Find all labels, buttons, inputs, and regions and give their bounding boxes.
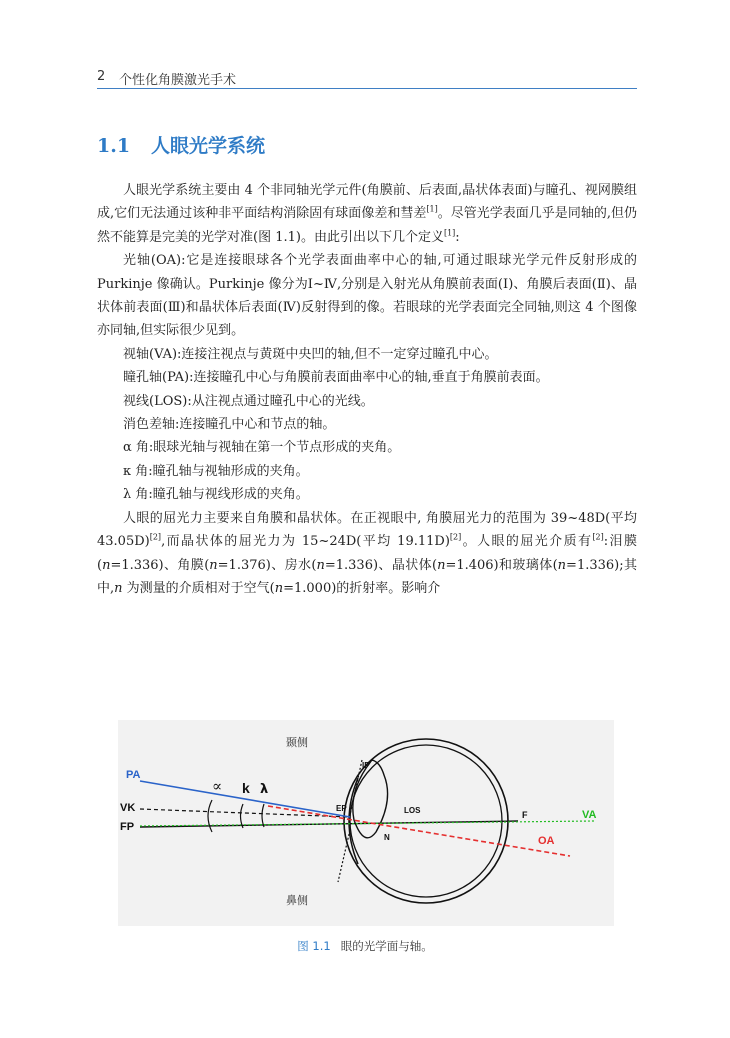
eye-diagram — [118, 720, 614, 926]
paragraph-kappa-angle: κ 角:瞳孔轴与视轴形成的夹角。 — [123, 463, 309, 479]
page-number: 2 — [97, 69, 106, 84]
ep-label: EP — [336, 804, 347, 813]
citation: [2] — [592, 532, 604, 542]
oa-label: OA — [538, 835, 555, 847]
book-title: 个性化角膜激光手术 — [119, 73, 237, 88]
n-label: N — [384, 833, 390, 842]
paragraph-lambda-angle: λ 角:瞳孔轴与视线形成的夹角。 — [123, 487, 309, 503]
paragraph-optical-axis: 光轴(OA):它是连接眼球各个光学表面曲率中心的轴,可通过眼球光学元件反射形成的 Purkinje 像确认。Purkinje 像分为Ⅰ~Ⅳ,分别是入射光从角膜前表面(Ⅰ)、角膜后表面(Ⅱ)、晶状体前表面(Ⅲ)和晶状体后表面(Ⅳ)反射得到的像。若眼球的光学表面完全同轴,则这 4 个图像亦同轴,但实际很少见到。 — [97, 253, 637, 339]
paragraph-achromatic-axis: 消色差轴:连接瞳孔中心和节点的轴。 — [123, 417, 336, 433]
figure-caption — [0, 938, 730, 954]
body-text — [97, 179, 637, 600]
caption-text: 眼的光学面与轴。 — [340, 939, 433, 953]
lambda-arc — [262, 804, 264, 827]
f-label: F — [522, 810, 528, 820]
running-header — [97, 66, 637, 89]
paragraph-pupillary-axis: 瞳孔轴(PA):连接瞳孔中心与角膜前表面曲率中心的轴,垂直于角膜前表面。 — [123, 370, 549, 386]
paragraph-refractive-power: 人眼的屈光力主要来自角膜和晶状体。在正视眼中, 角膜屈光力的范围为 39~48D(平均 43.05D)[2],而晶状体的屈光力为 15~24D(平均 19.11D)[2]。人眼的屈光介质有[2]:泪膜(n=1.336)、角膜(n=1.376)、房水(n=1.336)、晶状体(n=1.406)和玻璃体(n=1.336);其中,n 为测量的介质相对于空气(n=1.000)的折射率。影响介 — [97, 510, 637, 596]
figure-number: 图 1.1 — [297, 939, 331, 953]
citation: [1] — [443, 228, 456, 238]
paragraph-intro: 人眼光学系统主要由 4 个非同轴光学元件(角膜前、后表面,晶状体表面)与瞳孔、视网膜组成,它们无法通过该种非平面结构消除固有球面像差和彗差[1]。尽管光学表面几乎是同轴的,但仍然不能算是完美的光学对准(图 1.1)。由此引出以下几个定义[1]: — [97, 183, 637, 245]
citation: [2] — [449, 532, 462, 542]
section-title: 人眼光学系统 — [151, 135, 266, 157]
va-label: VA — [582, 809, 597, 821]
section-heading — [97, 131, 265, 158]
ip-label: IP — [362, 761, 370, 770]
vk-label: VK — [120, 802, 136, 814]
alpha-arc — [208, 800, 212, 832]
paragraph-visual-axis: 视轴(VA):连接注视点与黄斑中央凹的轴,但不一定穿过瞳孔中心。 — [123, 346, 498, 362]
eye-axes-figure — [118, 720, 614, 926]
lens — [353, 760, 388, 838]
kappa-label: k — [242, 780, 250, 796]
vk-line — [140, 809, 350, 817]
lambda-label: λ — [260, 782, 269, 797]
temporal-label: 颞侧 — [286, 736, 308, 749]
alpha-label: ∝ — [212, 777, 223, 795]
section-number: 1.1 — [97, 135, 131, 157]
pa-label: PA — [126, 769, 141, 781]
fp-label: FP — [120, 821, 135, 833]
nasal-label: 鼻侧 — [286, 894, 308, 907]
los-label: LOS — [404, 806, 421, 815]
paragraph-alpha-angle: α 角:眼球光轴与视轴在第一个节点形成的夹角。 — [123, 440, 401, 456]
paragraph-line-of-sight: 视线(LOS):从注视点通过瞳孔中心的光线。 — [123, 393, 374, 409]
citation: [1] — [426, 205, 438, 215]
iris-lower — [338, 830, 350, 882]
citation: [2] — [149, 532, 162, 542]
